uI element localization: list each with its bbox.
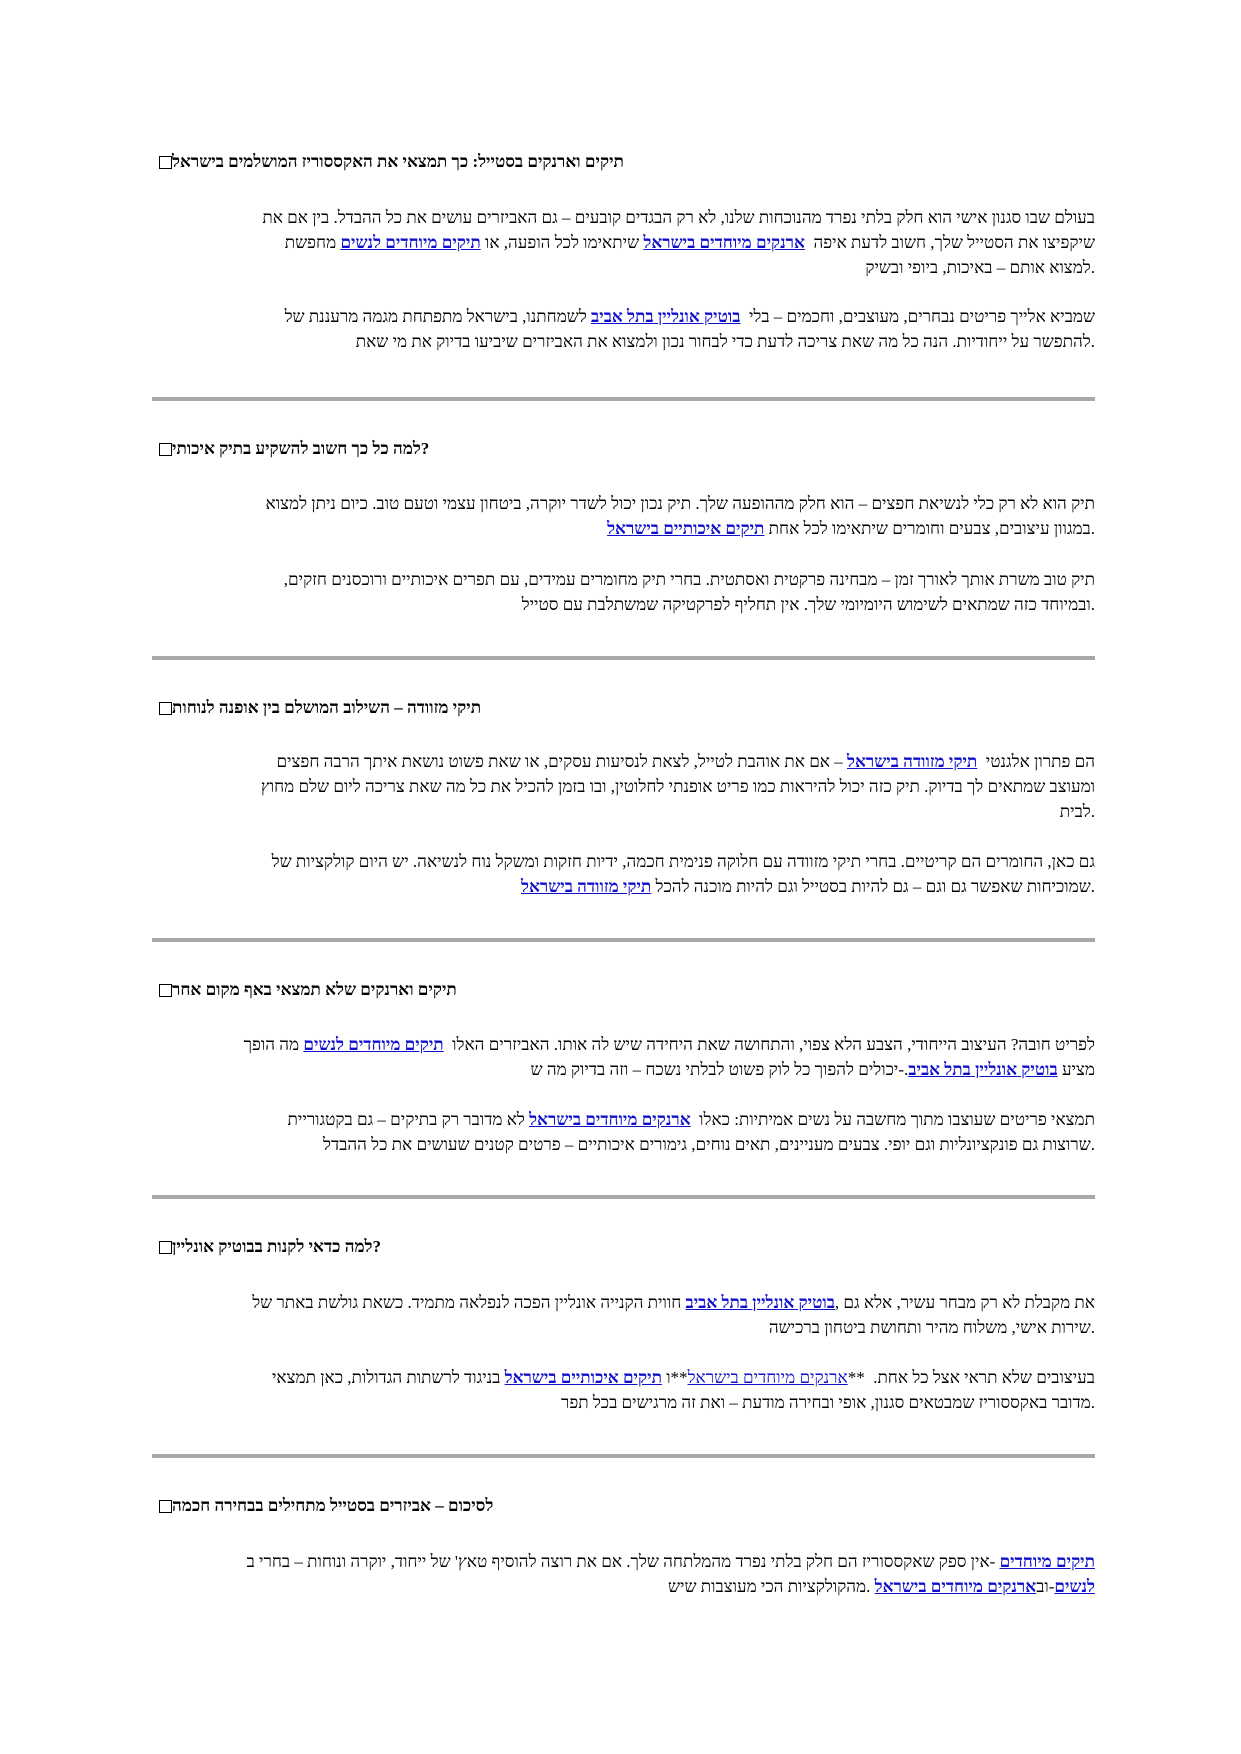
text-run: תיק טוב משרת אותך לאורך זמן – מבחינה פרקטית ואסתטית. בחרי תיק מחומרים עמידים, עם תפרים איכותיים ורוכסנים חזקים, [283,570,1095,589]
paragraph [152,304,1095,354]
link-luggage-israel[interactable]: תיקי מזוודה בישראל [847,752,978,771]
paragraph-text [152,749,1095,824]
text-run: מציע [1061,1060,1095,1079]
section-unique-bags [152,980,1095,1000]
checkbox-icon [159,1241,172,1254]
divider [152,1454,1095,1458]
section-online-boutique [152,1237,1095,1257]
section-heading [152,980,1095,1000]
paragraph [152,205,1095,280]
text-run: -אין ספק שאקססוריז הם חלק בלתי נפרד מהמלתחה שלך. אם את רוצה להוסיף טאץ' של ייחוד, יוקרה ונוחות – בחרי ב [246,1552,996,1571]
paragraph-text [152,1107,1095,1157]
text-run: .שרוצות גם פונקציונליות וגם יופי. צבעים מעניינים, תאים נוחים, גימורים איכותיים – פרטים קטנים שעושים את כל ההבדל [323,1135,1095,1154]
text-run: .למצוא אותם – באיכות, ביופי ובשיק [865,258,1095,277]
link-boutique-tel-aviv[interactable]: בוטיק אונליין בתל אביב [685,1293,835,1312]
text-run: ** [847,1368,865,1387]
text-run: .ובמיוחד כזה שמתאים לשימוש היומיומי שלך. אין תחליף לפרקטיקה שמשתלבת עם סטייל [521,595,1095,614]
heading-text: תיקי מזוודה – השילוב המושלם בין אופנה לנוחות [172,698,482,717]
text-run: את מקבלת לא רק מבחר עשיר, אלא גם [843,1293,1095,1312]
text-run: תיק הוא לא רק כלי לנשיאת חפצים – הוא חלק מההופעה שלך. תיק נכון יכול לשדר יוקרה, ביטחון עצמי וטעם טוב. כיום ניתן למצוא [265,494,1095,513]
heading-text: ?למה כדאי לקנות בבוטיק אונליין [172,1237,382,1256]
text-run: ומעוצב שמתאים לך בדיוק. תיק כזה יכול להיראות כמו פריט אופנתי לחלוטין, ובו בזמן להכיל את כל מה שאת צריכה ליום שלם מחוץ [260,777,1095,796]
text-run: לשמחתנו, בישראל מתפתחת מגמה מרעננת של [284,307,587,326]
paragraph-text [152,849,1095,899]
divider [152,397,1095,401]
paragraph-text [152,205,1095,280]
text-run: שיתאימו לכל הופעה, או [484,233,640,252]
text-run: .להתפשר על ייחודיות. הנה כל מה שאת צריכה לדעת כדי לבחור נכון ולמצוא את האביזרים שיביעו בדיוק את מי שאת [355,332,1095,351]
paragraph-text [152,304,1095,354]
link-boutique-tel-aviv[interactable]: בוטיק אונליין בתל אביב [908,1060,1058,1079]
paragraph [152,1107,1095,1157]
text-run: .לבית [1059,802,1095,821]
text-run: תמצאי פריטים שעוצבו מתוך מחשבה על נשים אמיתיות: כאלו [699,1110,1095,1129]
checkbox-icon [159,443,172,456]
paragraph [152,491,1095,541]
section-quality-bag [152,439,1095,459]
comma: , [834,1293,840,1312]
text-run: – אם את אוהבת לטייל, לצאת לנסיעות עסקים, או שאת פשוט נושאת איתך הרבה חפצים [276,752,843,771]
section-heading [152,1496,1095,1516]
paragraph [152,567,1095,617]
text-run: הם פתרון אלגנטי [985,752,1095,771]
link-luggage-israel[interactable]: תיקי מזוודה בישראל [521,877,652,896]
heading-text: תיקים וארנקים שלא תמצאי באף מקום אחר [172,980,457,999]
paragraph [152,1549,1095,1599]
text-run: .שירות אישי, משלוח מהיר ותחושת ביטחון ברכישה [768,1318,1095,1337]
text-run: בעיצובים שלא תראי אצל כל אחת. [873,1368,1095,1387]
text-run: לפריט חובה? העיצוב הייחודי, הצבע הלא צפוי, והתחושה שאת היחידה שיש לה אותו. האביזרים האלו [452,1035,1095,1054]
divider [152,1195,1095,1199]
heading-text: תיקים וארנקים בסטייל: כך תמצאי את האקססוריז המושלמים בישראל [172,152,624,171]
heading-text: לסיכום – אביזרים בסטייל מתחילים בבחירה חכמה [172,1496,494,1515]
checkbox-icon [159,156,172,169]
checkbox-icon [159,1500,172,1513]
link-wallets-israel[interactable]: ארנקים מיוחדים בישראל [874,1577,1037,1596]
section-heading [152,1237,1095,1257]
text-run: חווית הקנייה אונליין הפכה לנפלאה מתמיד. כשאת גולשת באתר של [252,1293,682,1312]
link-boutique-tel-aviv[interactable]: בוטיק אונליין בתל אביב [591,307,741,326]
text-run: מחפשת [284,233,337,252]
text-run: .שמוכיחות שאפשר גם וגם – גם להיות בסטייל וגם להיות מוכנה להכל [655,877,1095,896]
link-women[interactable]: לנשים [1054,1577,1095,1596]
paragraph-text [152,1290,1095,1340]
heading-text: ?למה כל כך חשוב להשקיע בתיק איכותי [172,439,430,458]
paragraph-text [152,491,1095,541]
text-run: .מהקולקציות הכי מעוצבות שיש [668,1577,871,1596]
section-intro [152,152,1095,172]
text-run: בניגוד לרשתות הגדולות, כאן תמצאי [271,1368,501,1387]
paragraph [152,749,1095,824]
paragraph-text [152,567,1095,617]
paragraph [152,849,1095,899]
section-heading [152,152,1095,172]
checkbox-icon [159,702,172,715]
paragraph-text [152,1032,1095,1082]
link-wallets-israel[interactable]: ארנקים מיוחדים בישראל [643,233,805,252]
text-run: שיקפיצו את הסטייל שלך, חשוב לדעת איפה [813,233,1095,252]
text-run: .-יכולים להפוך כל לוק פשוט לבלתי נשכח – וזה בדיוק מה ש [530,1060,909,1079]
text-run: .מדובר באקססוריז שמבטאים סגנון, אופי ובחירה מודעת – ואת זה מרגישים בכל תפר [560,1393,1095,1412]
text-run: מה הופך [243,1035,300,1054]
paragraph [152,1290,1095,1340]
text-run: .במגוון עיצובים, צבעים וחומרים שיתאימו לכל אחת [768,519,1095,538]
paragraph [152,1032,1095,1082]
divider [152,656,1095,660]
link-wallets-israel[interactable]: ארנקים מיוחדים בישראל [529,1110,691,1129]
section-luggage [152,698,1095,718]
text-run: **ו [666,1368,688,1387]
paragraph-text [152,1365,1095,1415]
text-run: שמביא אלייך פריטים נבחרים, מעוצבים, וחכמים – בלי [748,307,1095,326]
link-special-bags-women[interactable]: תיקים מיוחדים לנשים [340,233,481,252]
text-run: גם כאן, החומרים הם קריטיים. בחרי תיקי מזוודה עם חלוקה פנימית חכמה, ידיות חזקות ומשקל נוח לנשיאה. יש היום קולקציות של [271,852,1095,871]
section-summary [152,1496,1095,1516]
paragraph-text [152,1549,1095,1599]
text-run: בעולם שבו סגנון אישי הוא חלק בלתי נפרד מהנוכחות שלנו, לא רק הבגדים קובעים – גם האביזרים עושים את כל ההבדל. בין אם את [262,208,1095,227]
link-quality-bags-israel[interactable]: תיקים איכותיים בישראל [504,1368,662,1387]
text-run: לא מדובר רק בתיקים – גם בקטגוריית [287,1110,525,1129]
link-special-bags[interactable]: תיקים מיוחדים [999,1552,1095,1571]
section-heading [152,698,1095,718]
checkbox-icon [159,984,172,997]
link-wallets-israel[interactable]: ארנקים מיוחדים בישראל [687,1368,848,1387]
text-run: -וב [1036,1577,1055,1596]
link-quality-bags-israel[interactable]: תיקים איכותיים בישראל [607,519,765,538]
paragraph [152,1365,1095,1415]
link-special-bags-women[interactable]: תיקים מיוחדים לנשים [303,1035,444,1054]
divider [152,938,1095,942]
section-heading [152,439,1095,459]
